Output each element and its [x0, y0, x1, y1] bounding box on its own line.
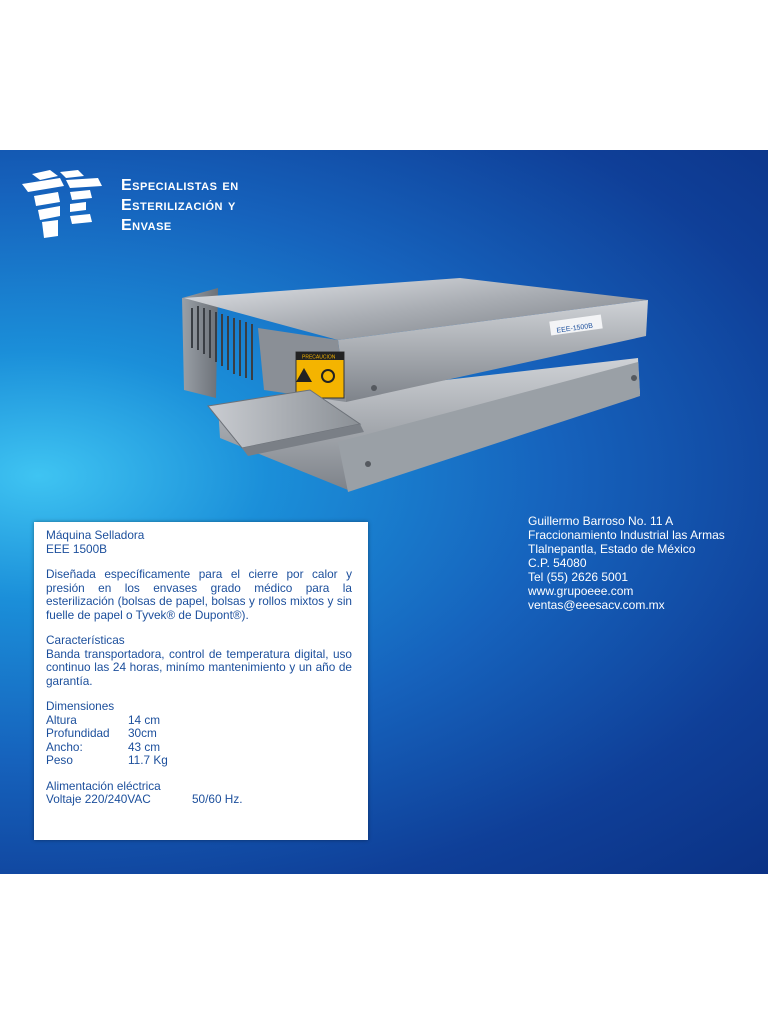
dimension-label: Ancho: [46, 739, 83, 754]
dimension-row [46, 741, 352, 755]
dimension-row [46, 714, 352, 728]
dimension-value: 11.7 Kg [128, 753, 168, 767]
phone-number: Tel (55) 2626 5001 [528, 570, 629, 584]
brand-tagline [121, 176, 239, 236]
dimension-row [46, 727, 352, 741]
dimension-label: Altura [46, 712, 77, 727]
dimension-row [46, 754, 352, 768]
sealing-machine-image [178, 278, 658, 496]
dimension-value: 30cm [128, 726, 157, 740]
product-name: Máquina Selladora [46, 528, 145, 542]
company-logo-icon [20, 170, 104, 240]
brand-line-2: Esterilización y [121, 197, 236, 214]
features-title: Características [46, 633, 125, 647]
product-model: EEE 1500B [46, 541, 107, 556]
address-line-3: Tlalnepantla, Estado de México [528, 542, 696, 556]
product-description: Diseñada específicamente para el cierre por calor y presión en los envases grado médico para la esterilización (bolsas de papel, bolsas y rollos mixtos y sin fuelle de papel o Tyvek® de Dupont®). [46, 567, 352, 622]
contact-block [528, 514, 725, 612]
warning-label: PRECAUCION [302, 354, 336, 361]
product-info-card [34, 522, 368, 840]
dimension-value: 14 cm [128, 712, 161, 727]
dimension-value: 43 cm [128, 739, 161, 754]
device-model-label: EEE-1500B [556, 322, 594, 335]
voltage-row [46, 793, 352, 807]
flyer-background [0, 150, 768, 874]
brand-line-1: Especialistas en [121, 177, 239, 194]
voltage-value: Voltaje 220/240VAC [46, 792, 151, 806]
dimensions-title: Dimensiones [46, 699, 115, 713]
dimension-label: Profundidad [46, 726, 110, 740]
features-text: Banda transportadora, control de temperatura digital, uso continuo las 24 horas, minímo mantenimiento y un año de garantía. [46, 646, 352, 688]
power-title: Alimentación eléctrica [46, 778, 161, 793]
address-line-1: Guillermo Barroso No. 11 A [528, 514, 674, 528]
frequency-value: 50/60 Hz. [192, 792, 243, 806]
brand-line-3: Envase [121, 217, 172, 234]
website-link[interactable]: www.grupoeee.com [528, 584, 634, 598]
dimension-label: Peso [46, 753, 73, 767]
postal-code: C.P. 54080 [528, 556, 587, 570]
email-link[interactable]: ventas@eeesacv.com.mx [528, 598, 665, 612]
address-line-2: Fraccionamiento Industrial las Armas [528, 528, 725, 542]
